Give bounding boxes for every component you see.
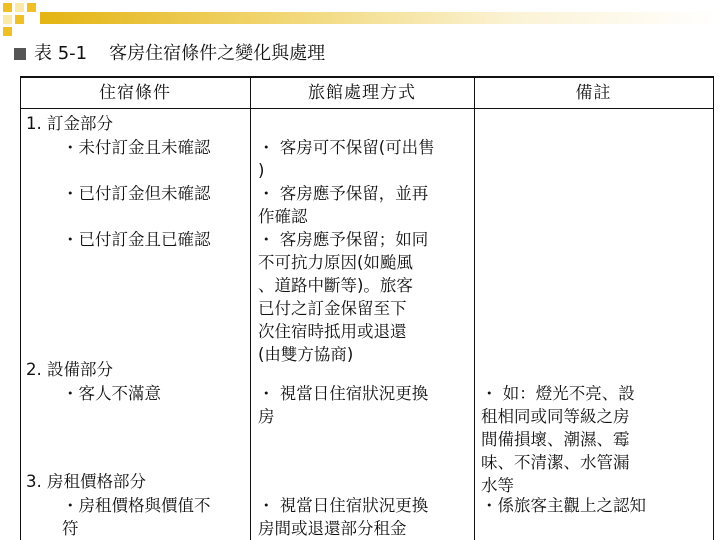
section-title: 3. 房租價格部分 bbox=[26, 472, 146, 491]
header-gradient-band bbox=[40, 12, 720, 24]
table-number: 表 5-1 bbox=[34, 43, 88, 64]
decor-square bbox=[15, 15, 24, 24]
note-text: 間備損壞、潮濕、霉 bbox=[481, 430, 630, 449]
condition-text: ・房租價格與價值不 bbox=[62, 496, 211, 515]
table-border-right bbox=[713, 77, 714, 540]
section-title: 2. 設備部分 bbox=[26, 360, 113, 379]
table-border-left bbox=[20, 77, 21, 540]
handling-text: ・ 客房應予保留；如同 bbox=[258, 230, 429, 249]
decor-square bbox=[3, 15, 12, 24]
condition-text: ・已付訂金且已確認 bbox=[62, 230, 211, 249]
column-divider bbox=[474, 77, 475, 540]
handling-text: 次住宿時抵用或退還 bbox=[258, 322, 407, 341]
column-header-condition: 住宿條件 bbox=[99, 83, 171, 103]
condition-text: ・未付訂金且未確認 bbox=[62, 138, 211, 157]
note-text: 味、不清潔、水管漏 bbox=[481, 453, 630, 472]
note-text: 水等 bbox=[481, 476, 514, 495]
note-text: 租相同或同等級之房 bbox=[481, 407, 630, 426]
handling-text: (由雙方協商) bbox=[258, 345, 354, 364]
note-text: ・係旅客主觀上之認知 bbox=[481, 496, 646, 515]
condition-text: 符 bbox=[62, 519, 79, 538]
handling-text: 作確認 bbox=[258, 207, 308, 226]
note-text: ・ 如：燈光不亮、設 bbox=[481, 384, 635, 403]
column-header-note: 備註 bbox=[575, 83, 612, 103]
decor-square bbox=[3, 27, 12, 36]
decor-square bbox=[27, 3, 36, 12]
table-top-rule bbox=[20, 76, 714, 78]
decor-square bbox=[3, 3, 12, 12]
condition-text: ・客人不滿意 bbox=[62, 384, 161, 403]
handling-text: 、道路中斷等)。旅客 bbox=[258, 276, 413, 295]
column-divider bbox=[250, 77, 251, 540]
handling-text: ・ 視當日住宿狀況更換 bbox=[258, 384, 429, 403]
handling-text: ・ 視當日住宿狀況更換 bbox=[258, 496, 429, 515]
handling-text: 不可抗力原因(如颱風 bbox=[258, 253, 413, 272]
handling-text: 已付之訂金保留至下 bbox=[258, 299, 407, 318]
table-title: 客房住宿條件之變化與處理 bbox=[109, 43, 326, 64]
handling-text: 房 bbox=[258, 407, 275, 426]
section-title: 1. 訂金部分 bbox=[26, 114, 113, 133]
column-header-handling: 旅館處理方式 bbox=[308, 83, 416, 103]
handling-text: 房間或退還部分租金 bbox=[258, 519, 407, 538]
handling-text: ) bbox=[258, 161, 265, 180]
table-header-rule bbox=[20, 108, 714, 109]
decor-square bbox=[15, 3, 24, 12]
condition-text: ・已付訂金但未確認 bbox=[62, 184, 211, 203]
table-caption bbox=[14, 42, 325, 66]
handling-text: ・ 客房應予保留，並再 bbox=[258, 184, 429, 203]
square-bullet-icon bbox=[14, 48, 26, 60]
handling-text: ・ 客房可不保留(可出售 bbox=[258, 138, 435, 157]
